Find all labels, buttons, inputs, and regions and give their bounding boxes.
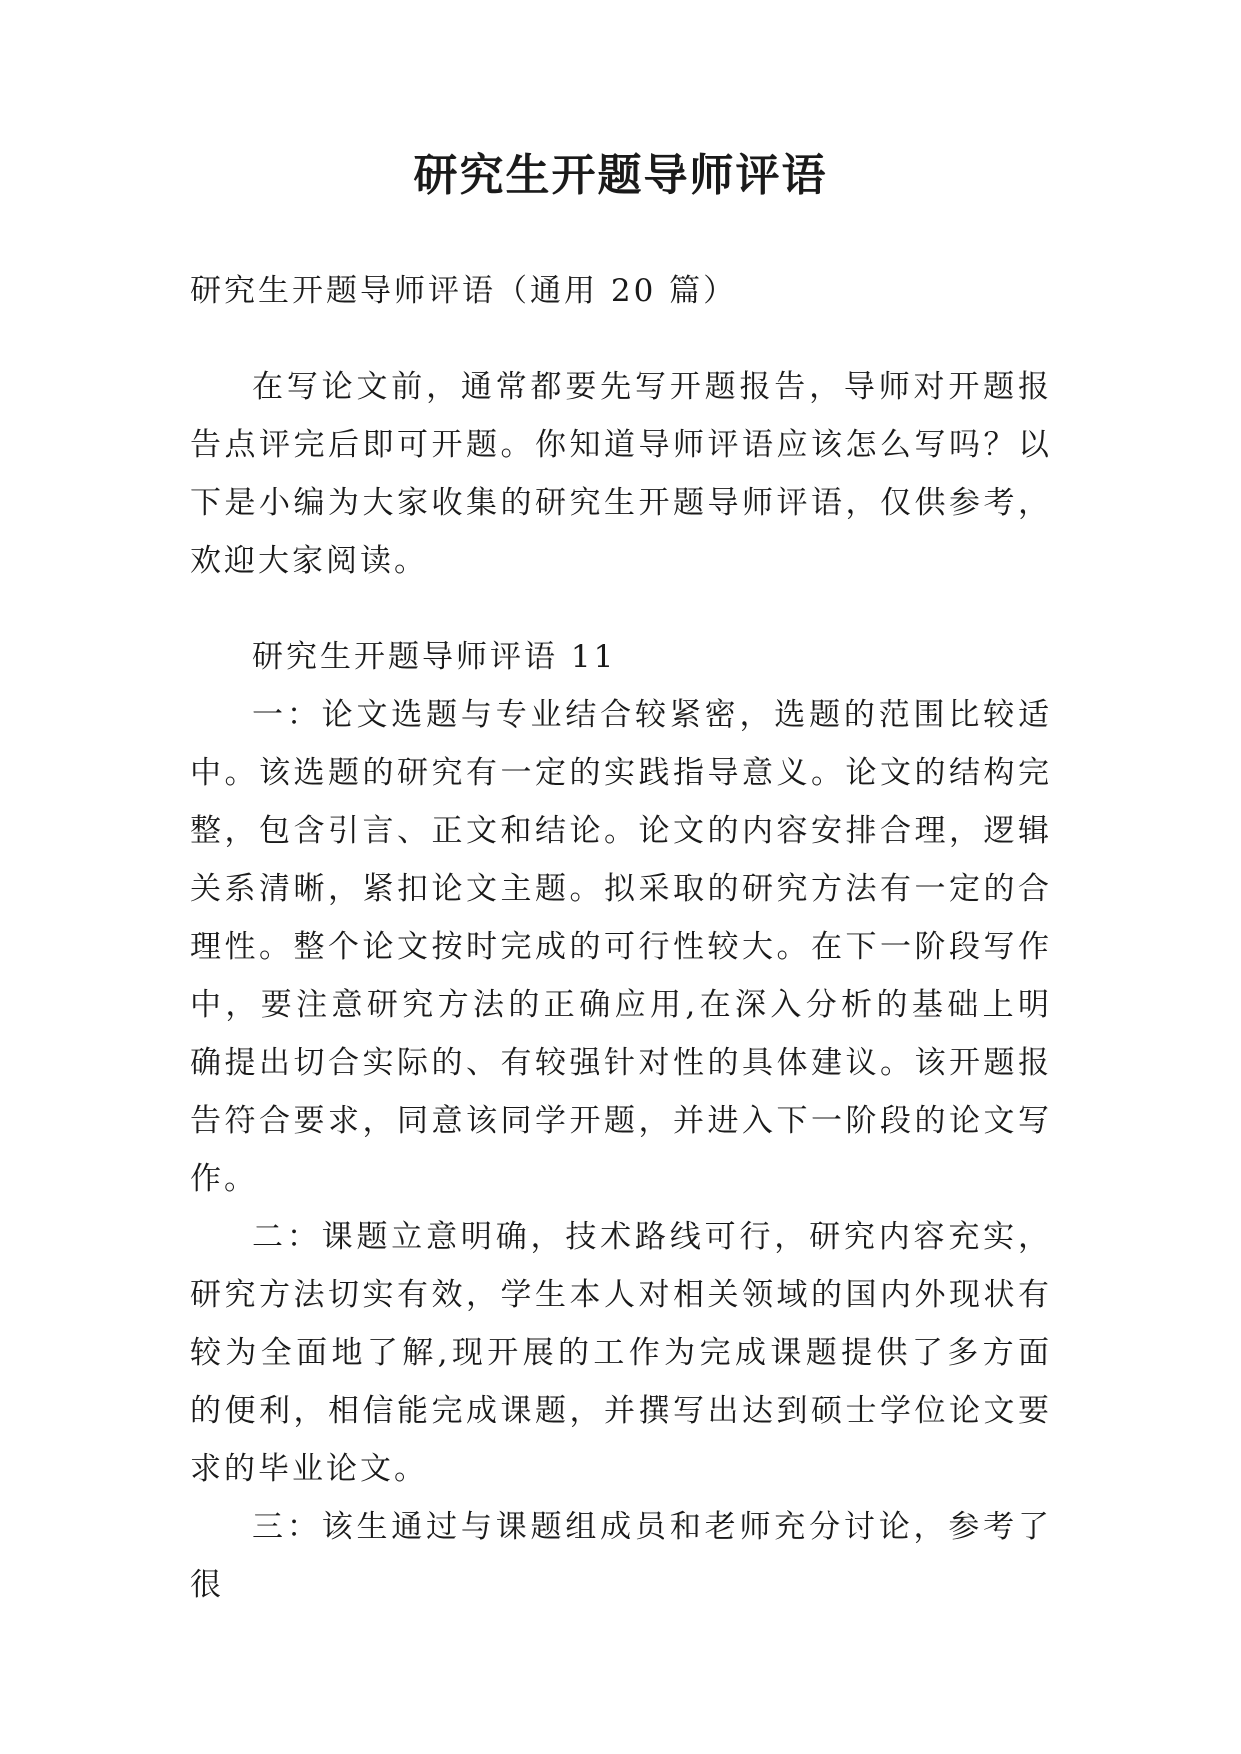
paragraph-1: 一：论文选题与专业结合较紧密，选题的范围比较适中。该选题的研究有一定的实践指导意义。论文的结构完整，包含引言、正文和结论。论文的内容安排合理，逻辑关系清晰，紧扣论文主题。拟采取的研究方法有一定的合理性。整个论文按时完成的可行性较大。在下一阶段写作中，要注意研究方法的正确应用,在深入分析的基础上明确提出切合实际的、有较强针对性的具体建议。该开题报告符合要求，同意该同学开题，并进入下一阶段的论文写作。 — [190, 697, 1052, 1197]
document-subtitle: 研究生开题导师评语（通用 20 篇） — [190, 273, 738, 309]
intro-paragraph: 在写论文前，通常都要先写开题报告，导师对开题报告点评完后即可开题。你知道导师评语应该怎么写吗？以下是小编为大家收集的研究生开题导师评语，仅供参考，欢迎大家阅读。 — [190, 369, 1052, 579]
document-title: 研究生开题导师评语 — [413, 150, 828, 201]
section-heading: 研究生开题导师评语 11 — [252, 639, 617, 675]
paragraph-2: 二：课题立意明确，技术路线可行，研究内容充实，研究方法切实有效，学生本人对相关领域的国内外现状有较为全面地了解,现开展的工作为完成课题提供了多方面的便利，相信能完成课题，并撰写出达到硕士学位论文要求的毕业论文。 — [190, 1219, 1052, 1487]
document-body — [190, 262, 1052, 1614]
paragraph-3: 三：该生通过与课题组成员和老师充分讨论，参考了很 — [190, 1509, 1052, 1603]
